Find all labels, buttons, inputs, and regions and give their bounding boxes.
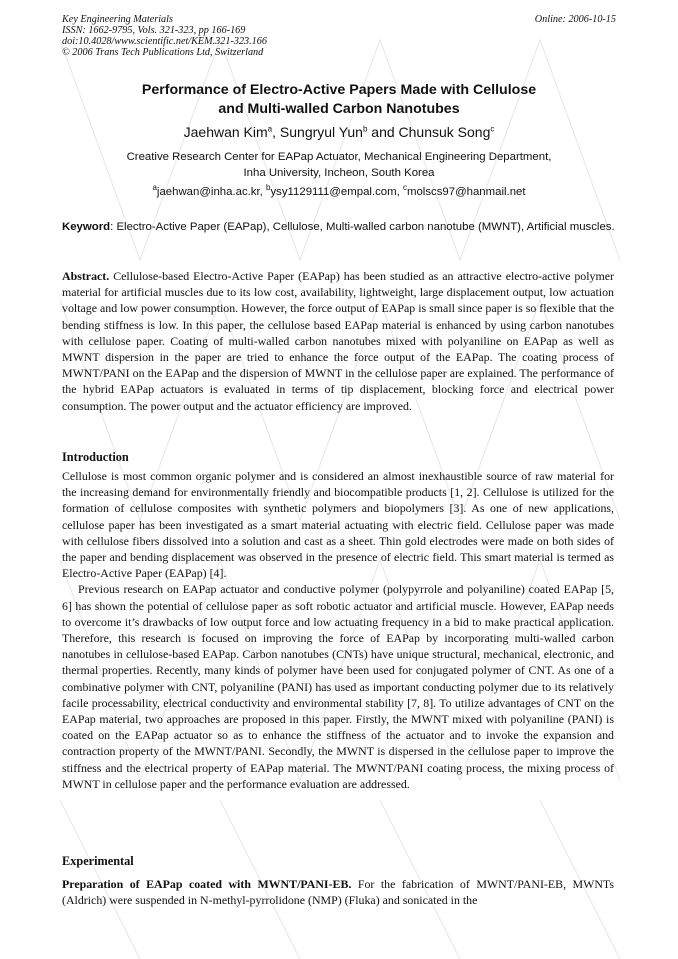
journal-header	[62, 14, 616, 58]
intro-paragraph-2: Previous research on EAPap actuator and conductive polymer (polypyrrole and polyaniline) coated EAPap [5, 6] has shown the potential of cellulose paper as soft robotic actuator and artificial muscle. However, EAPap needs to overcome it’s drawbacks of low output force and low actuating frequency in a bid to make practical application. Therefore, this research is focused on improving the force of EAPap by incorporating multi-walled carbon nanotubes in cellulose-based EAPap. Carbon nanotubes (CNTs) have unique structural, mechanical, electronic, and thermal properties. Recently, many kinds of polymer have been used for conjugated polymer of CNT. As one of a combinative polymer with CNT, polyaniline (PANI) has used as important conducting polymer due to its relatively facile processability, electrical conductivity and environmental stability [7, 8]. To utilize advantages of CNT on the EAPap material, two approaches are proposed in this paper. Firstly, the MWNT mixed with polyaniline (PANI) is coated on the EAPap actuator so as to enhance the stiffness of the actuator and to invoke the expansion and contraction property of the MWNT/PANI. Secondly, the MWNT is dispersed in the cellulose paper to improve the stiffness and the electrical property of EAPap material. The MWNT/PANI coating process, the mixing process of MWNT in cellulose paper and the performance evaluation are addressed.	[62, 582, 614, 791]
introduction-heading: Introduction	[62, 450, 129, 464]
introduction-body	[62, 468, 614, 792]
keyword-label: Keyword	[62, 221, 111, 233]
email-c-mark: c	[402, 183, 407, 193]
online-date: Online: 2006-10-15	[534, 14, 616, 25]
author-separator: ,	[272, 124, 280, 140]
experimental-heading: Experimental	[62, 854, 134, 868]
abstract-label: Abstract.	[62, 269, 110, 283]
affiliation	[62, 150, 616, 181]
author-separator: and	[367, 124, 399, 140]
affiliation-line-1: Creative Research Center for EAPap Actuator, Mechanical Engineering Department,	[126, 151, 552, 163]
intro-paragraph-1: Cellulose is most common organic polymer and is considered an almost inexhaustible source of raw material for the increasing demand for environmentally friendly and biocompatible products [1, 2]. Cellulose is utilized for the formation of cellulose composites with synthetic polymers and biopolymers [3]. As one of new applications, cellulose paper has been investigated as a smart material actuating with electric field. Cellulose paper was made with cellulose fibers dissolved into a solution and cast as a sheet. Thin gold electrodes were made on both sides of the paper and bending displacement was observed in the presence of electric field. This smart material is termed as Electro-Active Paper (EAPap) [4].	[62, 469, 614, 581]
keyword-text: : Electro-Active Paper (EAPap), Cellulose, Multi-walled carbon nanotube (MWNT), Artificial muscles.	[110, 221, 615, 233]
author-3-mark: c	[490, 124, 495, 134]
author-2-mark: b	[362, 124, 368, 134]
email-a: jaehwan@inha.ac.kr,	[156, 186, 267, 198]
doi-line: doi:10.4028/www.scientific.net/KEM.321-323.166	[62, 36, 267, 47]
abstract-text: Cellulose-based Electro-Active Paper (EAPap) has been studied as an attractive electro-active polymer material for artificial muscles due to its low cost, availability, lightweight, large displacement output, low actuation voltage and low power consumption. However, the force output of EAPap is small since paper is so flexible that the bending stiffness is low. In this paper, the cellulose based EAPap material is enhanced by using carbon nanotubes with cellulose paper. Coating of multi-walled carbon nanotubes mixed with polyaniline on EAPap as well as MWNT dispersion in the paper are tried to enhance the force output of the EAPap. The coating process of MWNT/PANI on the EAPap and the dispersion of MWNT in the cellulose paper are explained. The performance of the hybrid EAPap actuators is evaluated in terms of tip displacement, blocking force and electrical power consumption. The power output and the actuator efficiency are improved.	[62, 269, 614, 413]
email-b-mark: b	[266, 183, 271, 193]
title-line-1: Performance of Electro-Active Papers Made with Cellulose	[141, 82, 537, 98]
abstract	[62, 268, 614, 414]
email-c: molscs97@hanmail.net	[406, 186, 526, 198]
journal-name: Key Engineering Materials	[62, 14, 173, 25]
experimental-text: For the fabrication of MWNT/PANI-EB, MWNTs (Aldrich) were suspended in N-methyl-pyrrolidone (NMP) (Fluka) and sonicated in the	[62, 877, 614, 908]
experimental-subheading: Preparation of EAPap coated with MWNT/PANI-EB.	[62, 877, 352, 891]
author-emails	[62, 185, 616, 200]
experimental-body	[62, 876, 614, 908]
author-2: Sungryul Yun	[279, 124, 363, 140]
affiliation-line-2: Inha University, Incheon, South Korea	[243, 166, 435, 179]
paper-title	[62, 81, 616, 119]
email-a-mark: a	[152, 183, 157, 193]
keywords	[62, 220, 616, 236]
email-b: ysy1129111@empal.com,	[270, 186, 403, 198]
author-3: Chunsuk Song	[398, 124, 491, 140]
author-list	[62, 123, 616, 141]
author-1: Jaehwan Kim	[183, 124, 268, 140]
copyright-line: © 2006 Trans Tech Publications Ltd, Switzerland	[62, 47, 264, 58]
author-1-mark: a	[267, 124, 273, 134]
issn-line: ISSN: 1662-9795, Vols. 321-323, pp 166-169	[62, 25, 246, 36]
title-line-2: and Multi-walled Carbon Nanotubes	[218, 101, 460, 117]
